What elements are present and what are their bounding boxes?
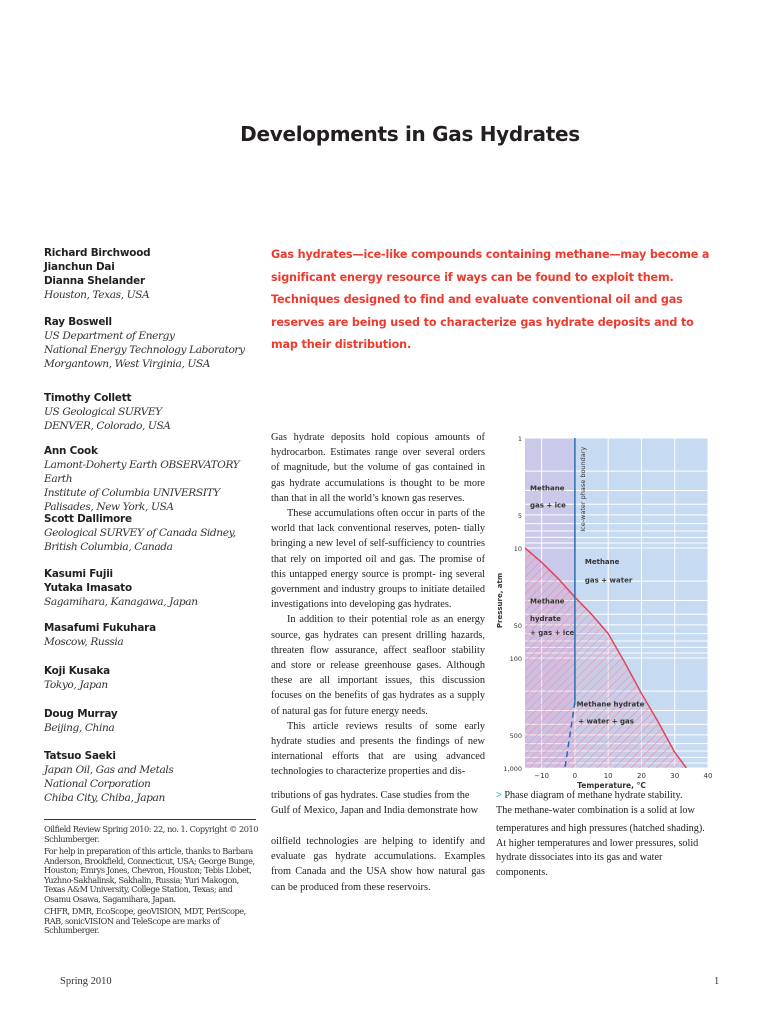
author-affiliation: US Geological SURVEY: [44, 406, 162, 418]
author-name: Masafumi Fukuhara: [44, 622, 156, 634]
y-axis-label: Pressure, atm: [496, 572, 504, 629]
x-tick-label: 40: [703, 772, 713, 780]
author-affiliation: Beijing, China: [44, 722, 115, 734]
x-tick-label: −10: [534, 772, 550, 780]
author-affiliation: Geological SURVEY of Canada Sidney,: [44, 527, 236, 539]
caption-marker-icon: >: [496, 790, 502, 801]
x-tick-label: 10: [603, 772, 613, 780]
author-name: Koji Kusaka: [44, 665, 110, 677]
author-entry: [44, 664, 259, 692]
author-affiliation: US Department of Energy: [44, 330, 175, 342]
author-affiliation: British Columbia, Canada: [44, 541, 173, 553]
author-name: Yutaka Imasato: [44, 582, 132, 594]
author-affiliation: Houston, Texas, USA: [44, 289, 150, 301]
author-affiliation: Japan Oil, Gas and Metals: [44, 764, 174, 776]
author-name: Richard Birchwood: [44, 247, 151, 259]
region-label: Methane hydrate: [576, 700, 645, 709]
author-affiliation: Tokyo, Japan: [44, 679, 108, 691]
x-tick-label: 30: [670, 772, 680, 780]
region-label: + gas + ice: [529, 629, 575, 638]
author-affiliation: Chiba City, Chiba, Japan: [44, 792, 165, 804]
region-label: + water + gas: [578, 717, 634, 726]
caption-text: temperatures and high pressures (hatched shading). At higher temperatures and lower pressures, solid hydrate dissociates into its gas and water components.: [496, 823, 705, 878]
body-paragraph: Gas hydrate deposits hold copious amounts of hydrocarbon. Estimates range over several orders of magnitude, but the volume of gas contained in gas hydrate accumulations is thought to be more than that in all the world’s known gas reserves.: [271, 432, 485, 504]
region-label: Methane: [584, 558, 620, 567]
page-number: 1: [714, 976, 720, 987]
article-title: Developments in Gas Hydrates: [240, 122, 580, 146]
figure-caption: [496, 789, 726, 880]
author-name: Tatsuo Saeki: [44, 750, 116, 762]
region-label: Methane: [529, 484, 565, 493]
author-affiliation: Moscow, Russia: [44, 636, 124, 648]
author-name: Doug Murray: [44, 708, 118, 720]
x-tick-label: 20: [636, 772, 646, 780]
author-name: Timothy Collett: [44, 392, 132, 404]
author-entry: [44, 567, 259, 609]
author-entry: [44, 621, 259, 649]
body-paragraph: In addition to their potential role as an energy source, gas hydrates can present drilling hazards, threaten flow assurance, affect seafloor stability and store or release greenhouse gases. Although these are all important issues, this discussion focuses on the benefits of gas hydrates as a supply of natural gas for future energy needs.: [271, 614, 485, 717]
author-entry: [44, 315, 259, 371]
body-text-fragment: tributions of gas hydrates. Case studies from the Gulf of Mexico, Japan and India demonstrate how: [271, 790, 479, 817]
footnote-acknowledgments: For help in preparation of this article, thanks to Barbara Anderson, Brookfield, Connecticut, USA; George Bunge, Houston; Emrys Jones, Chevron, Houston; Tebis Llobet, Yuzhno-Sakhalinsk, Sakhalin, Russia; Yuri Makogon, Texas A&M University, College Station, Texas; and Osamu Osawa, Sagamihara, Japan.: [44, 846, 255, 904]
footnote-trademarks: CHFR, DMR, EcoScope, geoVISION, MDT, PeriScope, RAB, sonicVISION and TeleScope are marks of Schlumberger.: [44, 906, 246, 936]
author-entry: [44, 707, 259, 735]
y-tick-label: 5: [517, 511, 522, 520]
author-entry: [44, 749, 259, 805]
region-label: hydrate: [529, 614, 561, 623]
body-text-continued: oilfield technologies are helping to identify and evaluate gas hydrate accumulations. Examples from Canada and the USA show how natural gas can be produced from these reservoirs.: [271, 836, 485, 893]
ice-water-boundary-label: Ice-water phase boundary: [578, 446, 587, 532]
author-affiliation: Morgantown, West Virginia, USA: [44, 358, 211, 370]
author-name: Dianna Shelander: [44, 275, 145, 287]
region-label: gas + ice: [529, 501, 566, 510]
author-entry: [44, 391, 259, 433]
y-tick-label: 100: [509, 655, 522, 663]
y-tick-label: 10: [513, 545, 522, 553]
x-axis-label: Temperature, °C: [577, 781, 646, 790]
author-entry: [44, 444, 259, 514]
author-name: Jianchun Dai: [44, 261, 115, 273]
y-tick-label: 500: [509, 731, 522, 740]
author-name: Kasumi Fujii: [44, 568, 113, 580]
caption-line: Phase diagram of methane hydrate stability.: [504, 790, 683, 801]
author-affiliation: National Corporation: [44, 778, 151, 790]
y-tick-label: 50: [513, 621, 522, 630]
y-tick-label: 1,000: [503, 765, 522, 773]
author-affiliation: Sagamihara, Kanagawa, Japan: [44, 596, 198, 608]
y-tick-label: 1: [517, 435, 522, 443]
author-name: Scott Dallimore: [44, 513, 132, 525]
body-paragraph: These accumulations often occur in parts of the world that lack conventional reserves, poten- tially bringing a new level of self-sufficiency to countries that rely on imported oil and gas. The promise of this untapped energy source is prompt- ing several government and industry groups to initiate detailed investigations into developing gas hydrates.: [271, 508, 485, 611]
x-tick-label: 0: [572, 772, 578, 780]
author-name: Ann Cook: [44, 445, 98, 457]
author-affiliation: National Energy Technology Laboratory: [44, 344, 245, 356]
footnote-copyright: Oilfield Review Spring 2010: 22, no. 1. Copyright © 2010 Schlumberger.: [44, 824, 259, 844]
body-text-column-1: [271, 430, 485, 780]
author-affiliation: Palisades, New York, USA: [44, 501, 174, 513]
author-affiliation: Institute of Columbia UNIVERSITY: [44, 487, 220, 499]
author-affiliation: DENVER, Colorado, USA: [44, 420, 171, 432]
author-entry: [44, 246, 259, 302]
footer-issue: Spring 2010: [60, 976, 112, 987]
region-label: gas + water: [584, 576, 633, 585]
caption-line: The methane-water combination is a solid at low: [496, 804, 695, 816]
region-label: Methane: [529, 597, 565, 606]
phase-diagram-chart: [490, 425, 720, 795]
article-abstract: Gas hydrates—ice-like compounds containing methane—may become a significant energy resource if ways can be found to exploit them. Techniques designed to find and evaluate conventional oil and gas reserves are being used to characterize gas hydrate deposits and to map their distribution.: [271, 248, 710, 352]
footnote-divider: [44, 819, 256, 820]
author-name: Ray Boswell: [44, 316, 112, 328]
body-paragraph: This article reviews results of some early hydrate studies and presents the findings of new international efforts that are using advanced technologies to characterize properties and dis-: [271, 720, 485, 778]
author-affiliation: Lamont-Doherty Earth OBSERVATORY Earth: [44, 459, 240, 485]
author-entry: [44, 512, 259, 554]
